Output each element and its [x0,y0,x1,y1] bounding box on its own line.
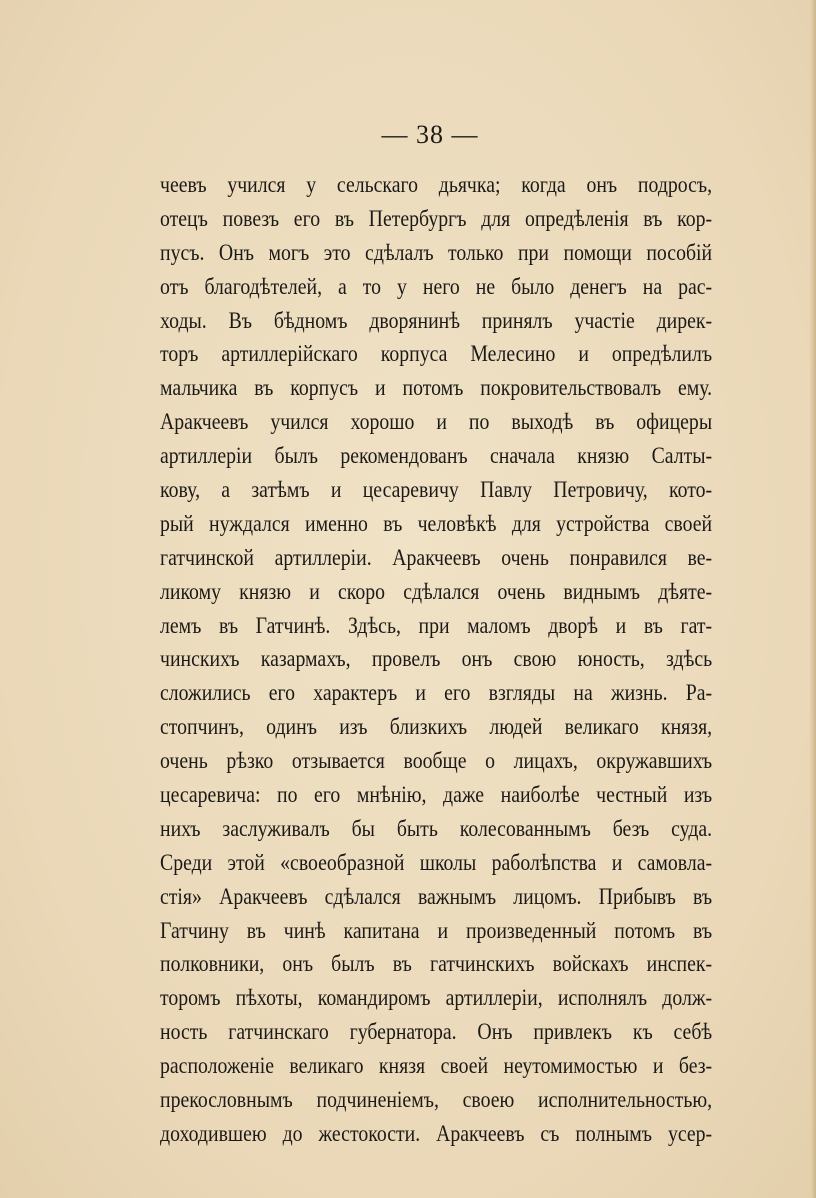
text-line: ность гатчинскаго губернатора. Онъ привлекъ къ себѣ [160,1019,713,1045]
text-line: ликому князю и скоро сдѣлался очень виднымъ дѣяте- [160,578,713,604]
text-line: чинскихъ казармахъ, провелъ онъ свою юность, здѣсь [160,646,713,672]
text-line: пусъ. Онъ могъ это сдѣлалъ только при помощи пособій [160,239,713,265]
text-line: полковники, онъ былъ въ гатчинскихъ войскахъ инспек- [160,951,713,977]
text-line: торъ артиллерійскаго корпуса Мелесино и опредѣлилъ [160,341,713,367]
text-line: мальчика въ корпусъ и потомъ покровительствовалъ ему. [160,375,713,401]
text-line: Аракчеевъ учился хорошо и по выходѣ въ офицеры [160,409,713,435]
text-line: лемъ въ Гатчинѣ. Здѣсь, при маломъ дворѣ и въ гат- [160,612,713,638]
text-line: ходы. Въ бѣдномъ дворянинѣ принялъ участіе дирек- [160,307,713,333]
text-line: кову, а затѣмъ и цесаревичу Павлу Петровичу, кото- [160,477,713,503]
text-line: чеевъ учился у сельскаго дьячка; когда онъ подросъ, [160,172,713,197]
text-line: очень рѣзко отзывается вообще о лицахъ, окружавшихъ [160,748,713,774]
text-line: цесаревича: по его мнѣнію, даже наиболѣе честный изъ [160,782,713,808]
text-line: отецъ повезъ его въ Петербургъ для опредѣленія въ кор- [160,205,713,231]
text-line: доходившею до жестокости. Аракчеевъ съ полнымъ усер- [160,1120,713,1146]
text-line: прекословнымъ подчиненіемъ, своею исполнительностью, [160,1087,713,1113]
text-line: отъ благодѣтелей, а то у него не было денегъ на рас- [160,273,713,299]
text-line: артиллеріи былъ рекомендованъ сначала князю Салты- [160,443,713,469]
text-line: расположеніе великаго князя своей неутомимостью и без- [160,1053,713,1079]
page-edge [810,0,816,1198]
text-line: Среди этой «своеобразной школы раболѣпства и самовла- [160,849,713,875]
text-line: стія» Аракчеевъ сдѣлался важнымъ лицомъ. Прибывъ въ [160,883,713,909]
text-line: сложились его характеръ и его взгляды на жизнь. Ра- [160,680,713,706]
body-text [160,168,712,1151]
text-line: торомъ пѣхоты, командиромъ артиллеріи, исполнялъ долж- [160,985,713,1011]
text-line: гатчинской артиллеріи. Аракчеевъ очень понравился ве- [160,544,713,570]
text-line: Гатчину въ чинѣ капитана и произведенный потомъ въ [160,917,713,943]
text-line: нихъ заслуживалъ бы быть колесованнымъ безъ суда. [160,815,713,841]
text-line: стопчинъ, одинъ изъ близкихъ людей великаго князя, [160,714,713,740]
text-line: рый нуждался именно въ человѣкѣ для устройства своей [160,510,713,536]
page-number: — 38 — [381,120,479,149]
